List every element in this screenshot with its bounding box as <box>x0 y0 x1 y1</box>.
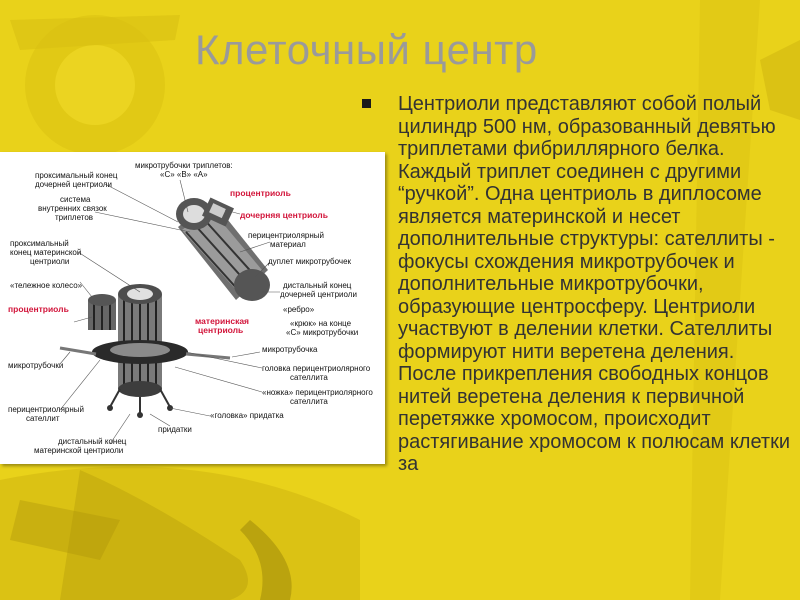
label-cartwheel: «тележное колесо» <box>10 281 83 290</box>
label-procentriole-left: процентриоль <box>8 304 69 314</box>
label-hook-2: «С» микротрубочки <box>286 328 359 337</box>
label-microtubules-left: микротрубочки <box>8 361 64 370</box>
slide-title: Клеточный центр <box>195 26 538 73</box>
bullet-square-icon <box>362 99 371 108</box>
body-paragraph: Центриоли представляют собой полый цилиндр 500 нм, образованный девятью триплетами фибриллярного белка. Каждый триплет соединен с другими “ручкой”. Одна центриоль в диплосоме является материнской и несет дополнительные структуры: сателлиты - фокусы схождения микротрубочек и дополнительные микротрубочки, образующие центросферу. Центриоли участвуют в делении клетки. Сателлиты формируют нити веретена деления. После прикрепления свободных концов нитей веретена деления к первичной перетяжке хромосом, происходит растягивание хромосом к полюсам клетки за <box>398 93 791 475</box>
label-distal-daughter: дистальный конец <box>283 281 352 290</box>
mother-centriole-drawing <box>60 284 230 418</box>
label-inner-links-2: внутренних связок <box>38 204 107 213</box>
label-pericentriolar-satellite-2: сателлит <box>26 414 60 423</box>
label-proximal-mother-3: центриоли <box>30 257 70 266</box>
label-appendages: придатки <box>158 425 192 434</box>
label-microtubules-triplets: микротрубочки триплетов: <box>135 161 233 170</box>
label-proximal-mother: проксимальный <box>10 239 69 248</box>
label-hook: «крюк» на конце <box>290 319 352 328</box>
label-distal-daughter-2: дочерней центриоли <box>280 290 357 299</box>
label-distal-mother-2: материнской центриоли <box>34 446 124 455</box>
label-satellite-head-2: сателлита <box>290 373 328 382</box>
label-proximal-mother-2: конец материнской <box>10 248 82 257</box>
label-rib: «ребро» <box>283 305 315 314</box>
label-daughter-centriole: дочерняя центриоль <box>240 210 328 220</box>
label-inner-links: система <box>60 195 91 204</box>
label-pericentriolar-material-2: материал <box>270 240 306 249</box>
label-mother-centriole: материнская <box>195 316 250 326</box>
label-distal-mother: дистальный конец <box>58 437 127 446</box>
label-microtubule-right: микротрубочка <box>262 345 318 354</box>
label-procentriole-top: процентриоль <box>230 188 291 198</box>
label-satellite-leg: «ножка» перицентриолярного <box>262 388 373 397</box>
label-satellite-head: головка перицентриолярного <box>262 364 371 373</box>
body-text-block <box>362 93 792 600</box>
centrosome-diagram <box>0 152 385 464</box>
label-mother-centriole-2: центриоль <box>198 325 244 335</box>
label-proximal-daughter: проксимальный конец <box>35 171 118 180</box>
label-inner-links-3: триплетов <box>55 213 94 222</box>
label-microtubules-triplets-letters: «С» «В» «А» <box>160 170 208 179</box>
label-microtubule-doublet: дуплет микротрубочек <box>268 257 352 266</box>
label-proximal-daughter-2: дочерней центриоли <box>35 180 112 189</box>
label-satellite-leg-2: сателлита <box>290 397 328 406</box>
label-pericentriolar-satellite: перицентриолярный <box>8 405 84 414</box>
label-pericentriolar-material: перицентриолярный <box>248 231 324 240</box>
label-appendage-head: «головка» придатка <box>210 411 284 420</box>
